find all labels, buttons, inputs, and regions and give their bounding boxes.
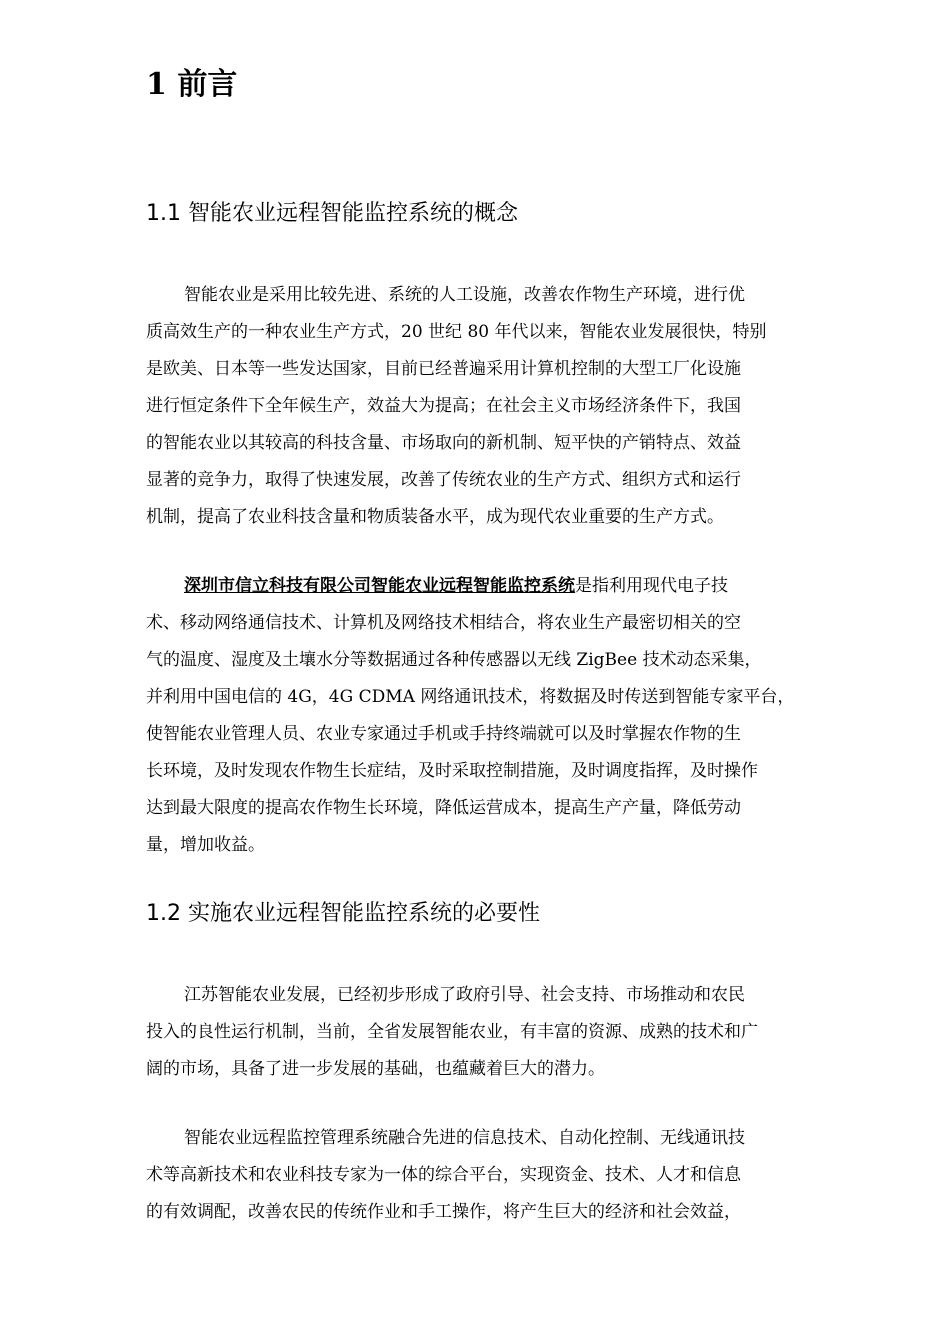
paragraph-line: 术等高新技术和农业科技专家为一体的综合平台，实现资金、技术、人才和信息 [146, 1165, 741, 1185]
paragraph-line: 智能农业是采用比较先进、系统的人工设施，改善农作物生产环境，进行优 [184, 285, 745, 305]
section-1-2-paragraph-1 [146, 977, 808, 1088]
paragraph-line: 术、移动网络通信技术、计算机及网络技术相结合，将农业生产最密切相关的空 [146, 613, 741, 633]
paragraph-line: 智能农业远程监控管理系统融合先进的信息技术、自动化控制、无线通讯技 [184, 1128, 745, 1148]
section-1-1-paragraph-1 [146, 277, 808, 536]
chapter-heading: 1 前言 [146, 67, 238, 102]
section-1-2-heading: 1.2 实施农业远程智能监控系统的必要性 [146, 901, 540, 926]
paragraph-line: 质高效生产的一种农业生产方式，20 世纪 80 年代以来，智能农业发展很快，特别 [146, 322, 767, 342]
paragraph-text: 是指利用现代电子技 [575, 576, 728, 596]
paragraph-line: 是欧美、日本等一些发达国家，目前已经普遍采用计算机控制的大型工厂化设施 [146, 359, 741, 379]
paragraph-line: 并利用中国电信的 4G，4G CDMA 网络通讯技术，将数据及时传送到智能专家平台， [146, 687, 795, 707]
paragraph-line: 使智能农业管理人员、农业专家通过手机或手持终端就可以及时掌握农作物的生 [146, 724, 741, 744]
paragraph-line: 的智能农业以其较高的科技含量、市场取向的新机制、短平快的产销特点、效益 [146, 433, 741, 453]
company-system-link[interactable]: 深圳市信立科技有限公司智能农业远程智能监控系统 [184, 576, 575, 596]
paragraph-line [146, 568, 808, 605]
paragraph-line: 量，增加收益。 [146, 835, 265, 855]
paragraph-line: 投入的良性运行机制，当前，全省发展智能农业，有丰富的资源、成熟的技术和广 [146, 1022, 758, 1042]
paragraph-line: 进行恒定条件下全年候生产，效益大为提高；在社会主义市场经济条件下，我国 [146, 396, 741, 416]
section-1-2-paragraph-2 [146, 1120, 808, 1231]
paragraph-line: 气的温度、湿度及土壤水分等数据通过各种传感器以无线 ZigBee 技术动态采集， [146, 650, 762, 670]
paragraph-line: 阔的市场，具备了进一步发展的基础，也蕴藏着巨大的潜力。 [146, 1059, 605, 1079]
paragraph-line: 机制，提高了农业科技含量和物质装备水平，成为现代农业重要的生产方式。 [146, 507, 724, 527]
paragraph-line: 达到最大限度的提高农作物生长环境，降低运营成本，提高生产产量，降低劳动 [146, 798, 741, 818]
paragraph-line: 江苏智能农业发展，已经初步形成了政府引导、社会支持、市场推动和农民 [184, 985, 745, 1005]
paragraph-line: 显著的竞争力，取得了快速发展，改善了传统农业的生产方式、组织方式和运行 [146, 470, 741, 490]
paragraph-line: 长环境，及时发现农作物生长症结，及时采取控制措施，及时调度指挥，及时操作 [146, 761, 758, 781]
section-1-1-paragraph-2 [146, 568, 808, 864]
paragraph-line: 的有效调配，改善农民的传统作业和手工操作，将产生巨大的经济和社会效益， [146, 1202, 741, 1222]
section-1-1-heading: 1.1 智能农业远程智能监控系统的概念 [146, 201, 518, 226]
